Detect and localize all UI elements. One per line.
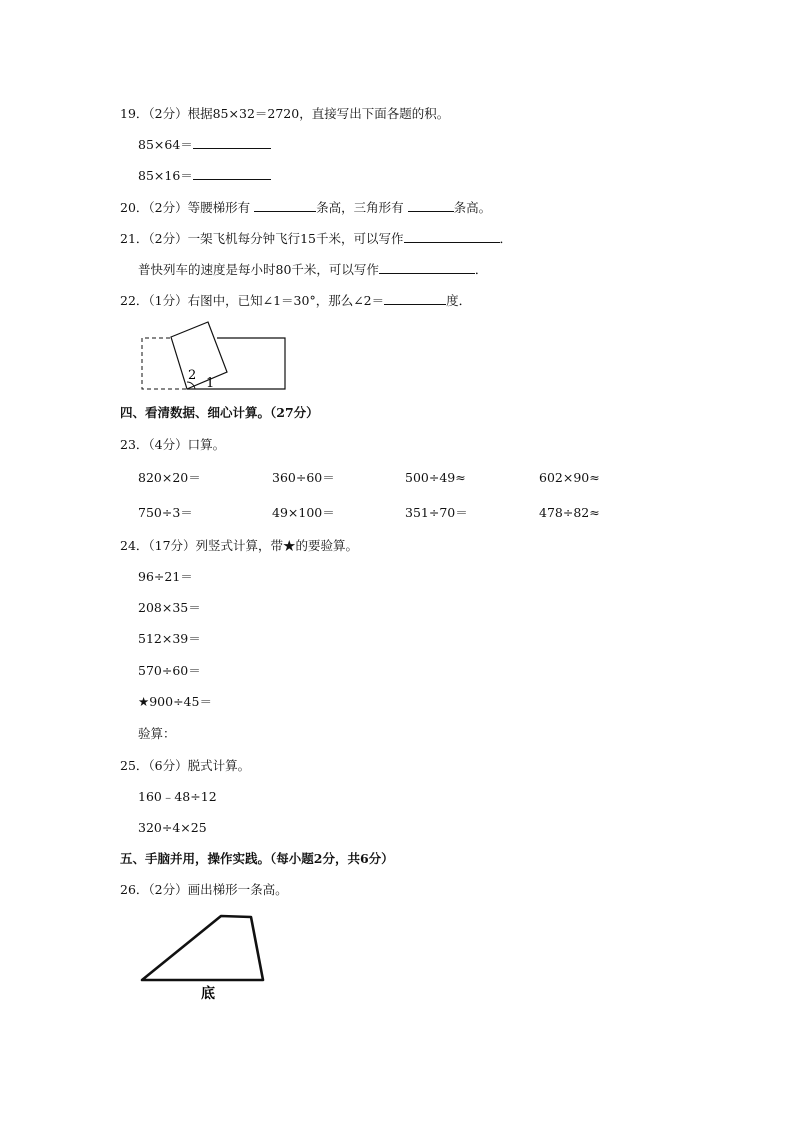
q21-line1	[120, 230, 512, 247]
q23-r1c1: 820×20＝	[138, 470, 201, 485]
q21-line2	[138, 261, 487, 278]
section-5-heading: 五、手脑并用，操作实践。（每小题2分，共6分）	[120, 851, 394, 866]
answer-blank[interactable]	[384, 292, 446, 305]
q21-line2-end: ．	[474, 262, 488, 277]
q22-text: 22．（1分）右图中，已知∠1＝30°，那么∠2＝	[120, 293, 385, 308]
base-label: 底	[201, 986, 215, 1002]
q23-r2c3: 351÷70＝	[405, 505, 468, 520]
section-4-heading: 四、看清数据、细心计算。（27分）	[120, 405, 319, 420]
answer-blank[interactable]	[193, 167, 271, 180]
q20-part2: 条高，三角形有	[316, 200, 408, 215]
answer-blank[interactable]	[379, 261, 475, 274]
q20-part3: 条高。	[453, 200, 492, 215]
answer-blank[interactable]	[404, 230, 500, 243]
q23-r1c4: 602×90≈	[539, 470, 600, 485]
answer-blank[interactable]	[408, 199, 454, 212]
q24-item-4: 570÷60＝	[138, 663, 201, 678]
answer-blank[interactable]	[254, 199, 316, 212]
q20-part1: 20．（2分）等腰梯形有	[120, 200, 255, 215]
q19-item-b	[138, 167, 271, 184]
trapezoid-outline	[142, 916, 263, 980]
q19-item-b-expr: 85×16＝	[138, 168, 193, 183]
q25-title: 25．（6分）脱式计算。	[120, 758, 251, 773]
folded-flap	[171, 322, 227, 389]
q22-line	[120, 292, 471, 309]
q25-item-2: 320÷4×25	[138, 820, 207, 835]
folded-rectangle-figure	[135, 318, 295, 396]
q21-line2-text: 普快列车的速度是每小时80千米，可以写作	[138, 262, 379, 277]
q19-item-a	[138, 136, 271, 153]
answer-blank[interactable]	[193, 136, 271, 149]
q23-r1c3: 500÷49≈	[405, 470, 466, 485]
q23-r2c2: 49×100＝	[272, 505, 335, 520]
q19-item-a-expr: 85×64＝	[138, 137, 193, 152]
q24-item-1: 96÷21＝	[138, 569, 193, 584]
q24-item-2: 208×35＝	[138, 600, 201, 615]
q19-title: 19．（2分）根据85×32＝2720，直接写出下面各题的积。	[120, 106, 450, 121]
trapezoid-figure	[135, 910, 275, 1002]
q20-line	[120, 199, 491, 216]
q24-item-3: 512×39＝	[138, 631, 201, 646]
q24-title: 24．（17分）列竖式计算，带★的要验算。	[120, 538, 359, 553]
q26-title: 26．（2分）画出梯形一条高。	[120, 882, 288, 897]
q23-r2c1: 750÷3＝	[138, 505, 193, 520]
q21-line1-text: 21．（2分）一架飞机每分钟飞行15千米，可以写作	[120, 231, 404, 246]
angle-1-label: 1	[206, 376, 215, 391]
q23-title: 23．（4分）口算。	[120, 437, 226, 452]
q23-r2c4: 478÷82≈	[539, 505, 600, 520]
angle-2-label: 2	[188, 368, 197, 383]
q21-line1-end: ．	[499, 231, 513, 246]
q22-end: 度．	[446, 293, 472, 308]
q25-item-1: 160﹣48÷12	[138, 789, 217, 804]
q24-check-label: 验算：	[138, 726, 176, 741]
q24-item-5: ★900÷45＝	[138, 694, 212, 709]
q23-r1c2: 360÷60＝	[272, 470, 335, 485]
